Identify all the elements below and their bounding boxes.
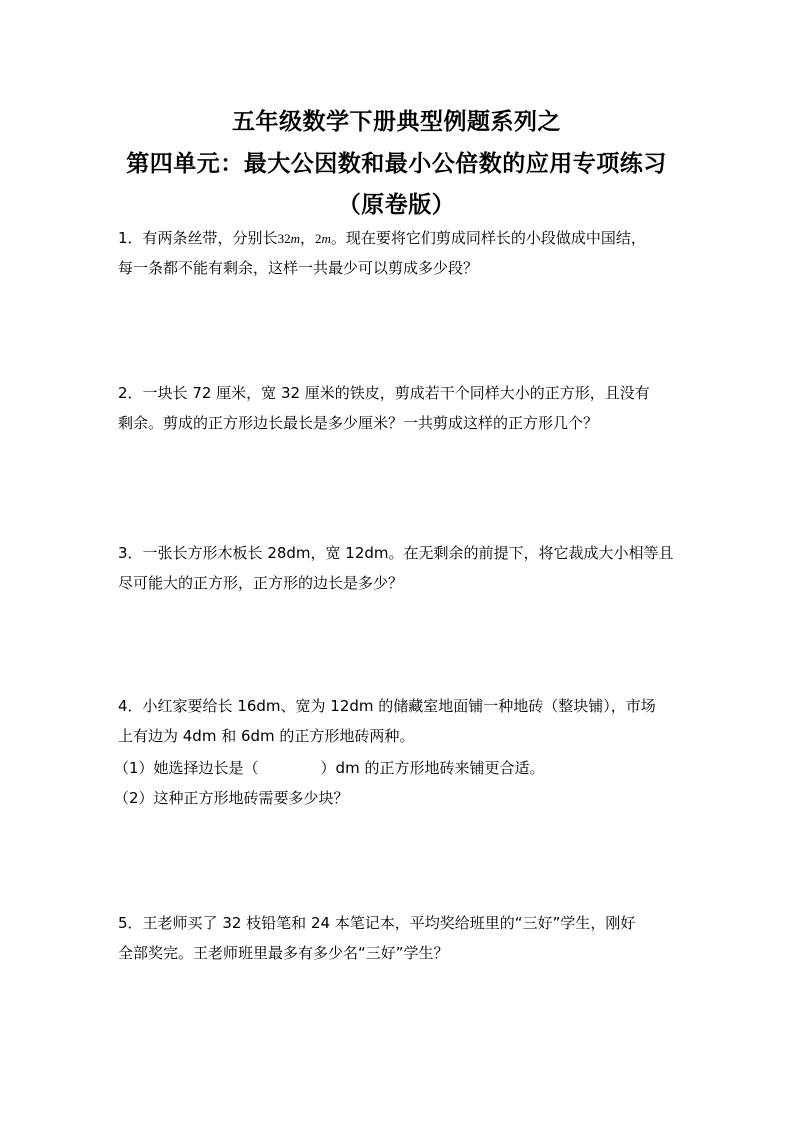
- question-4-line-1: 4．小红家要给长 16dm、宽为 12dm 的储藏室地面铺一种地砖（整块铺），市场: [118, 697, 656, 715]
- question-5-line-2: 全部奖完。王老师班里最多有多少名“三好”学生？: [118, 944, 449, 962]
- question-2-line-2: 剩余。剪成的正方形边长最长是多少厘米？一共剪成这样的正方形几个？: [118, 414, 599, 432]
- title-unit: 第四单元：最大公因数和最小公倍数的应用专项练习: [126, 151, 667, 177]
- title-series: 五年级数学下册典型例题系列之: [232, 109, 561, 135]
- question-number: 2．: [118, 384, 143, 402]
- question-4-sub-2: （2）这种正方形地砖需要多少块？: [114, 789, 349, 807]
- question-number: 1．: [118, 229, 143, 247]
- question-1-line-1: 1．有两条丝带，分别长32m，2m。现在要将它们剪成同样长的小段做成中国结，: [118, 229, 646, 247]
- question-1-line-2: 每一条都不能有剩余，这样一共最少可以剪成多少段？: [118, 259, 479, 277]
- question-number: 4．: [118, 697, 143, 715]
- title-version: （原卷版）: [337, 192, 456, 218]
- question-number: 3．: [118, 544, 143, 562]
- question-4-line-2: 上有边为 4dm 和 6dm 的正方形地砖两种。: [118, 727, 415, 745]
- math-length-1: 32m: [277, 231, 300, 246]
- question-number: 5．: [118, 914, 143, 932]
- question-2-line-1: 2．一块长 72 厘米，宽 32 厘米的铁皮，剪成若干个同样大小的正方形，且没有: [118, 384, 650, 402]
- question-4-sub-1: （1）她选择边长是（ ）dm 的正方形地砖来铺更合适。: [114, 759, 545, 777]
- question-3-line-1: 3．一张长方形木板长 28dm，宽 12dm。在无剩余的前提下，将它裁成大小相等且: [118, 544, 674, 562]
- math-length-2: 2m: [314, 231, 331, 246]
- question-5-line-1: 5．王老师买了 32 枝铅笔和 24 本笔记本，平均奖给班里的“三好”学生，刚好: [118, 914, 636, 932]
- question-3-line-2: 尽可能大的正方形，正方形的边长是多少？: [118, 574, 404, 592]
